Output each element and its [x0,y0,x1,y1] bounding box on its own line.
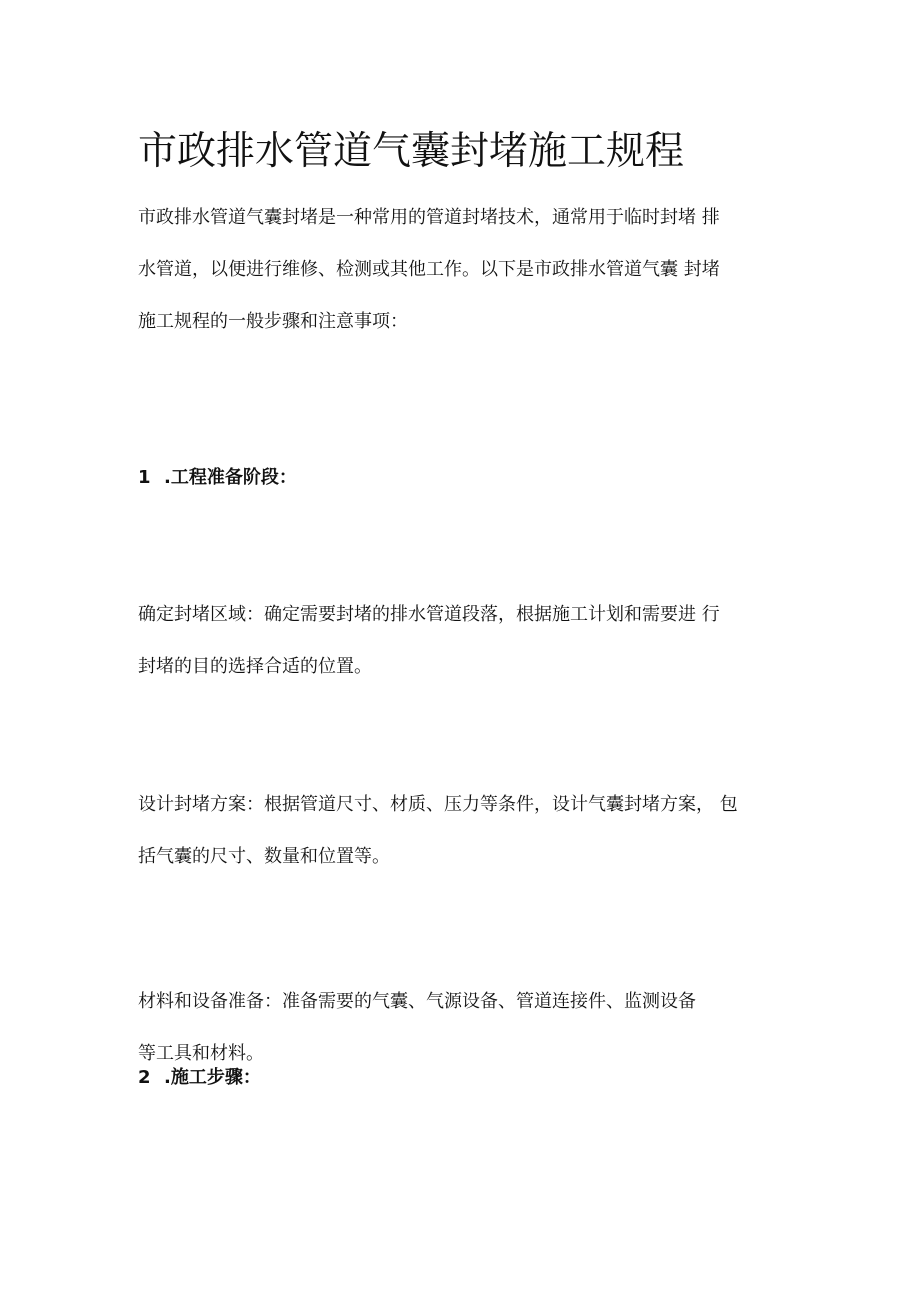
section-title-1: .工程准备阶段： [164,467,297,488]
intro-paragraph [138,192,793,348]
section-title-2: .施工步骤： [164,1067,261,1088]
section-heading-1 [138,463,297,493]
intro-line-3: 施工规程的一般步骤和注意事项： [138,311,408,332]
intro-line-2: 水管道，以便进行维修、检测或其他工作。以下是市政排水管道气囊 封堵 [138,259,720,280]
materials-line-2: 等工具和材料。 [138,1043,264,1064]
materials-line-1: 材料和设备准备：准备需要的气囊、气源设备、管道连接件、监测设备 [138,991,696,1012]
section-number-2: 2 [138,1067,151,1088]
sealing-area-line-2: 封堵的目的选择合适的位置。 [138,656,372,677]
sealing-plan-line-1: 设计封堵方案：根据管道尺寸、材质、压力等条件，设计气囊封堵方案， 包 [138,794,738,815]
paragraph-sealing-area [138,589,793,693]
paragraph-sealing-plan [138,779,793,883]
sealing-plan-line-2: 括气囊的尺寸、数量和位置等。 [138,846,390,867]
document-title: 市政排水管道气囊封堵施工规程 [138,129,685,174]
intro-line-1: 市政排水管道气囊封堵是一种常用的管道封堵技术，通常用于临时封堵 排 [138,207,720,228]
sealing-area-line-1: 确定封堵区域：确定需要封堵的排水管道段落，根据施工计划和需要进 行 [138,604,720,625]
section-number-1: 1 [138,467,151,488]
section-heading-2 [138,1063,261,1093]
